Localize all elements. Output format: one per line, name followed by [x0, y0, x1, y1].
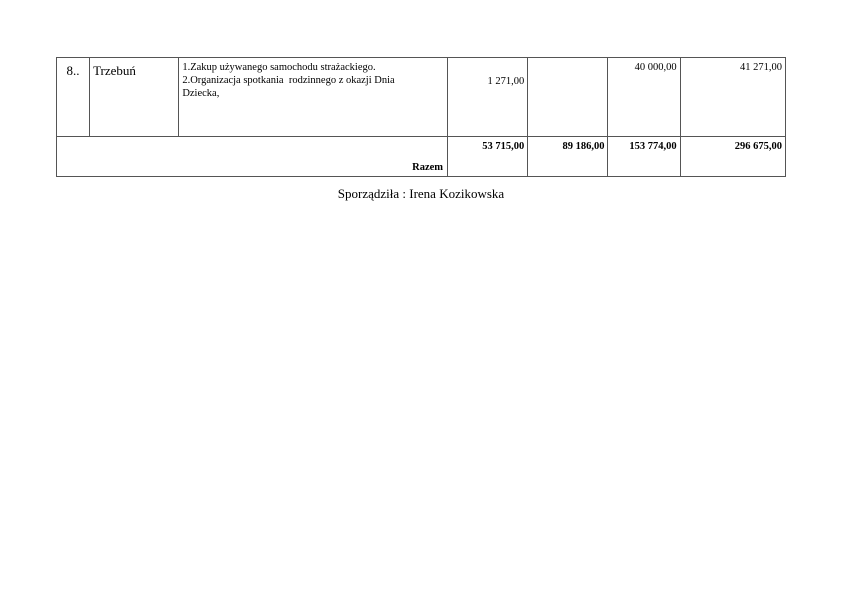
total-col3: 153 774,00 — [608, 137, 680, 177]
summary-table — [56, 57, 786, 177]
amount-col2 — [528, 58, 608, 137]
total-col1: 53 715,00 — [448, 137, 528, 177]
total-col4: 296 675,00 — [680, 137, 785, 177]
amount-col4: 41 271,00 — [680, 58, 785, 137]
total-label: Razem — [57, 137, 448, 177]
village-name: Trzebuń — [90, 58, 179, 137]
amount-col3: 40 000,00 — [608, 58, 680, 137]
description-line: 2.Organizacja spotkania rodzinnego z okazji Dnia — [182, 75, 395, 86]
task-description — [179, 58, 448, 137]
total-row — [57, 137, 786, 177]
description-line: 1.Zakup używanego samochodu strażackiego. — [182, 62, 376, 73]
description-line: Dziecka, — [182, 88, 220, 99]
amount-col1: 1 271,00 — [448, 58, 528, 137]
table-row — [57, 58, 786, 137]
row-number: 8.. — [57, 58, 90, 137]
total-col2: 89 186,00 — [528, 137, 608, 177]
prepared-by-signature: Sporządziła : Irena Kozikowska — [337, 186, 505, 201]
